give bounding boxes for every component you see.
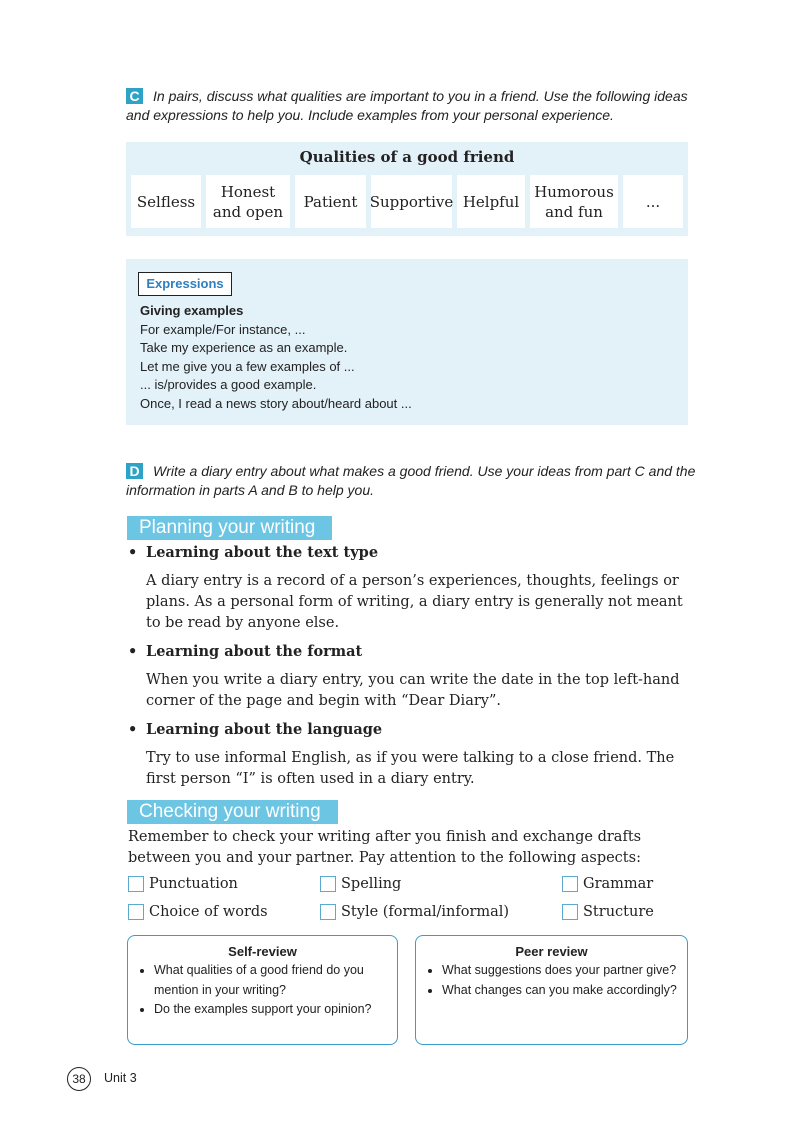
checklist-style[interactable] (320, 904, 509, 920)
checking-text: Remember to check your writing after you finish and exchange drafts between you and your partner. Pay attention to the following aspects: (128, 829, 642, 866)
checklist-structure[interactable] (562, 904, 654, 920)
checkbox[interactable] (320, 876, 336, 892)
quality-cell: Supportive (371, 175, 452, 228)
checkbox[interactable] (320, 904, 336, 920)
planning-item-text: Try to use informal English, as if you were talking to a close friend. The first person “I” is often used in a diary entry. (146, 750, 675, 787)
expression-line: Let me give you a few examples of ... (140, 358, 355, 374)
planning-item-title: Learning about the text type (146, 544, 379, 561)
expression-line: For example/For instance, ... (140, 321, 306, 337)
expressions-heading: Giving examples (140, 303, 244, 318)
self-review-box (127, 935, 398, 1045)
planning-item-text: When you write a diary entry, you can write the date in the top left-hand corner of the page and begin with “Dear Diary”. (146, 672, 680, 709)
qualities-table (126, 142, 688, 236)
checklist-label: Choice of words (149, 904, 268, 920)
planning-item-title: Learning about the format (146, 643, 363, 660)
planning-item-title: Learning about the language (146, 721, 383, 738)
planning-item-heading: • Learning about the text type (128, 544, 379, 561)
checklist-spelling[interactable] (320, 876, 401, 892)
checklist-label: Structure (583, 904, 654, 920)
expressions-list (140, 302, 412, 413)
quality-cell: Selfless (131, 175, 201, 228)
quality-cell: Helpful (457, 175, 525, 228)
expressions-box (126, 259, 688, 425)
section-c-letter: C (126, 88, 143, 104)
checklist-label: Spelling (341, 876, 402, 892)
section-d-letter: D (126, 463, 143, 479)
section-d-line1: Write a diary entry about what makes a good friend. Use your ideas from part C and the (153, 463, 696, 479)
checklist-label: Grammar (583, 876, 654, 892)
expressions-tag: Expressions (138, 272, 232, 296)
peer-review-title: Peer review (515, 944, 588, 959)
peer-review-box (415, 935, 688, 1045)
checklist-grammar[interactable] (562, 876, 653, 892)
checklist-choice-of-words[interactable] (128, 904, 268, 920)
checkbox[interactable] (128, 904, 144, 920)
quality-cell: Patient (295, 175, 366, 228)
checkbox[interactable] (128, 876, 144, 892)
checklist-label: Style (formal/informal) (341, 904, 510, 920)
peer-review-list (416, 961, 687, 1000)
planning-item-heading: • Learning about the format (128, 643, 363, 660)
self-review-item: • Do the examples support your opinion? (154, 1000, 387, 1020)
checklist-label: Punctuation (149, 876, 238, 892)
checking-heading: Checking your writing (127, 800, 338, 824)
expression-line: Take my experience as an example. (140, 340, 348, 355)
section-d-instruction (126, 462, 696, 500)
self-review-title: Self-review (228, 944, 297, 959)
unit-label: Unit 3 (104, 1071, 137, 1085)
quality-cell: Humorous and fun (530, 175, 618, 228)
checkbox[interactable] (562, 876, 578, 892)
peer-review-item: • What suggestions does your partner give? (442, 961, 677, 981)
quality-cell: ... (623, 175, 683, 228)
peer-review-item: • What changes can you make accordingly? (442, 981, 677, 1001)
section-c-line1: In pairs, discuss what qualities are important to you in a friend. Use the following ideas (153, 88, 688, 104)
section-d-line2: information in parts A and B to help you. (126, 482, 374, 498)
self-review-list (128, 961, 397, 1020)
quality-cell: Honest and open (206, 175, 290, 228)
section-c-instruction (126, 87, 696, 125)
expression-line: Once, I read a news story about/heard about ... (140, 395, 412, 411)
qualities-title: Qualities of a good friend (299, 148, 515, 166)
checklist-punctuation[interactable] (128, 876, 238, 892)
planning-item-text: A diary entry is a record of a person’s experiences, thoughts, feelings or plans. As a personal form of writing, a diary entry is generally not meant to be read by anyone else. (146, 573, 683, 631)
page-number: 38 (67, 1067, 91, 1091)
planning-item-heading: • Learning about the language (128, 721, 383, 738)
section-c-line2: and expressions to help you. Include examples from your personal experience. (126, 107, 614, 123)
checkbox[interactable] (562, 904, 578, 920)
expression-line: ... is/provides a good example. (140, 377, 317, 392)
planning-heading: Planning your writing (127, 516, 332, 540)
self-review-item: • What qualities of a good friend do you mention in your writing? (154, 961, 387, 1000)
